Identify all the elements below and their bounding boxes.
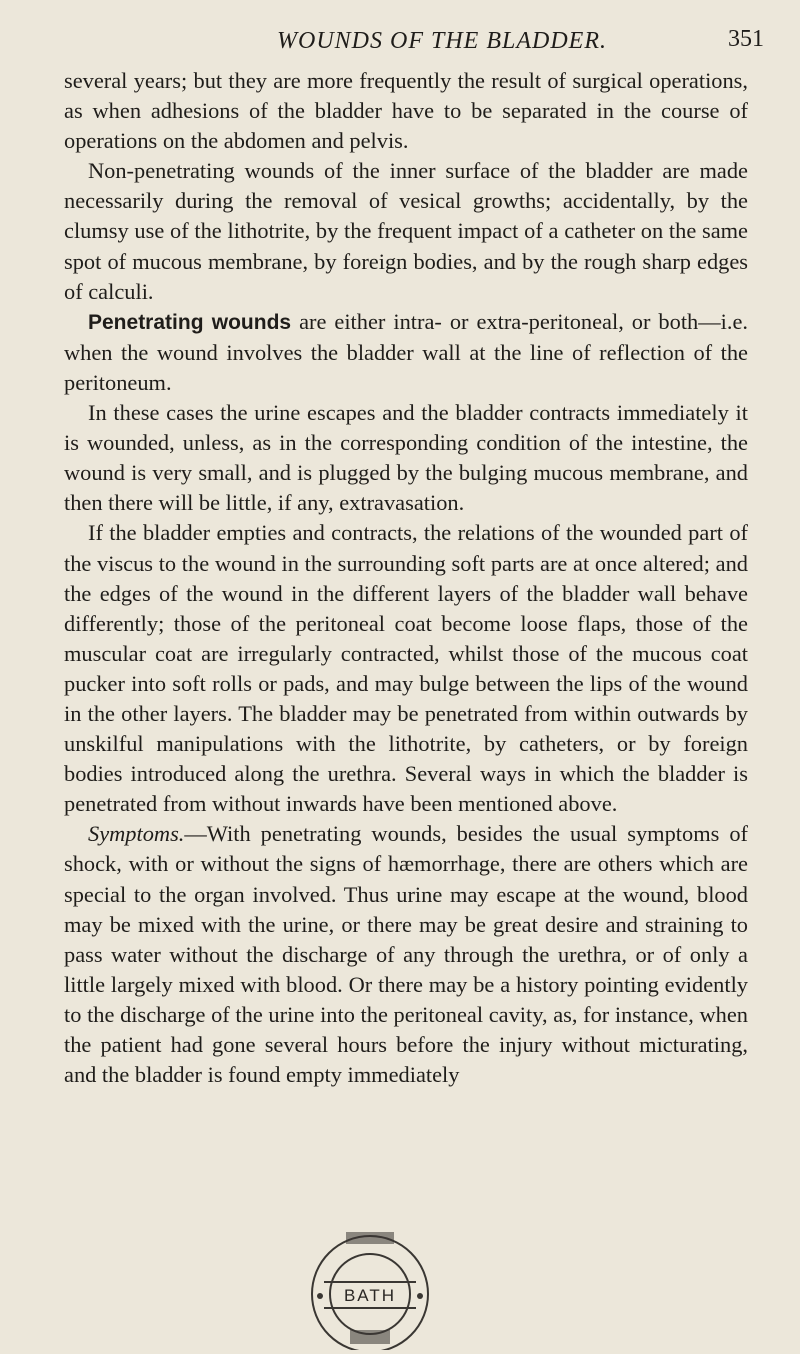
run-in-heading: Symptoms. — [88, 821, 185, 847]
paragraph-1 — [64, 66, 748, 156]
paragraph-5 — [64, 518, 748, 819]
body-text — [64, 66, 748, 1090]
paragraph-4 — [64, 398, 748, 518]
paragraph-text: —With penetrating wounds, besides the usual symptoms of shock, with or without the signs of hæmorrhage, there are others which are special to the organ involved. Thus urine may escape at the wound, blood may be mixed with the urine, or there may be great desire and straining to pass water without the discharge of any through the urethra, or of only a little largely mixed with blood. Or there may be a history pointing evidently to the discharge of the urine into the peritoneal cavity, as, for instance, when the patient had gone several hours before the injury without micturating, and the bladder is found empty immediately — [64, 821, 748, 1088]
paragraph-text: are either intra- or extra-peritoneal, or both—i.e. when the wound involves the bladder wall at the line of reflection of the peritoneum. — [64, 308, 748, 395]
paragraph-text: several years; but they are more frequently the result of surgical operations, as when adhesions of the bladder have to be separated in the course of operations on the abdomen and pelvis. — [64, 68, 748, 154]
paragraph-text: Non-penetrating wounds of the inner surface of the bladder are made necessarily during the removal of vesical growths; accidentally, by the clumsy use of the lithotrite, by the frequent impact of a catheter on the same spot of mucous membrane, by foreign bodies, and by the rough sharp edges of calculi. — [64, 158, 748, 304]
library-stamp-icon — [294, 1224, 446, 1350]
library-stamp — [294, 1224, 446, 1350]
paragraph-text: In these cases the urine escapes and the bladder contracts immediately it is wounded, unless, as in the corresponding condition of the intestine, the wound is very small, and is plugged by the bulging mucous membrane, and then there will be little, if any, extravasation. — [64, 400, 748, 516]
paragraph-6 — [64, 819, 748, 1090]
paragraph-text: If the bladder empties and contracts, the relations of the wounded part of the viscus to the wound in the surrounding soft parts are at once altered; and the edges of the wound in the different layers of the bladder wall behave differently; those of the peritoneal coat become loose flaps, those of the muscular coat are irregularly contracted, whilst those of the mucous coat pucker into soft rolls or pads, and may bulge between the lips of the wound in the other layers. The bladder may be penetrated from within outwards by unskilful manipulations with the lithotrite, by catheters, or by foreign bodies introduced along the urethra. Several ways in which the bladder is penetrated from without inwards have been mentioned above. — [64, 520, 748, 817]
paragraph-3 — [64, 307, 748, 398]
run-in-heading: Penetrating wounds — [88, 310, 292, 334]
page-number: 351 — [728, 26, 764, 52]
running-title: WOUNDS OF THE BLADDER. — [277, 28, 607, 54]
running-head — [60, 18, 764, 58]
paragraph-2 — [64, 156, 748, 306]
stamp-text: BATH — [343, 1286, 397, 1305]
